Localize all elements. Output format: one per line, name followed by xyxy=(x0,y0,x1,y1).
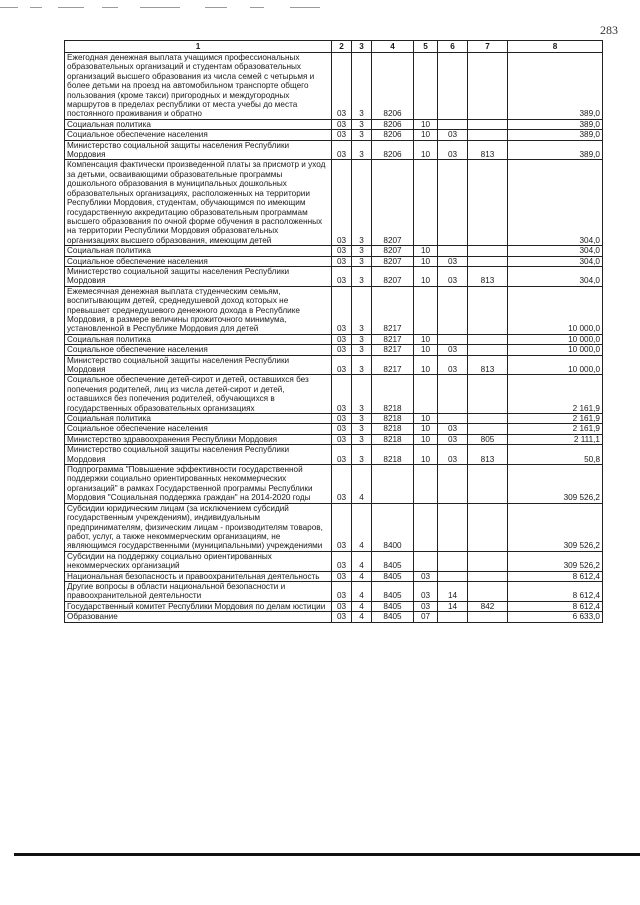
column-header: 5 xyxy=(414,41,438,53)
code-cell-2: 03 xyxy=(332,581,352,601)
column-header: 2 xyxy=(332,41,352,53)
table-row xyxy=(65,414,603,424)
table-row xyxy=(65,130,603,140)
code-cell-3: 3 xyxy=(352,434,372,444)
code-cell-6: 03 xyxy=(438,434,468,444)
code-cell-3: 3 xyxy=(352,424,372,434)
amount-cell: 10 000,0 xyxy=(508,286,603,334)
code-cell-6: 03 xyxy=(438,424,468,434)
code-cell-7 xyxy=(468,256,508,266)
code-cell-7 xyxy=(468,465,508,504)
table-row xyxy=(65,53,603,120)
code-cell-7 xyxy=(468,53,508,120)
code-cell-2: 03 xyxy=(332,465,352,504)
table-row xyxy=(65,465,603,504)
column-header: 8 xyxy=(508,41,603,53)
code-cell-6 xyxy=(438,286,468,334)
code-cell-7 xyxy=(468,334,508,344)
code-cell-6 xyxy=(438,465,468,504)
row-name-cell: Социальное обеспечение населения xyxy=(65,130,332,140)
row-name-cell: Министерство социальной защиты населения Республики Мордовия xyxy=(65,140,332,160)
code-cell-3: 3 xyxy=(352,160,372,246)
code-cell-7 xyxy=(468,119,508,129)
table-row xyxy=(65,266,603,286)
table-row xyxy=(65,160,603,246)
code-cell-5: 10 xyxy=(414,345,438,355)
code-cell-2: 03 xyxy=(332,414,352,424)
code-cell-6: 14 xyxy=(438,601,468,611)
amount-cell: 304,0 xyxy=(508,266,603,286)
table-body xyxy=(65,53,603,623)
amount-cell: 10 000,0 xyxy=(508,334,603,344)
code-cell-3: 3 xyxy=(352,256,372,266)
row-name-cell: Компенсация фактически произведенной платы за присмотр и уход за детьми, осваивающими образовательные программы дошкольного образования в муниципальных дошкольных образовательных организациях, расположенных на территории Республики Мордовия, студентам, обучающимся по имеющим государственную аккредитацию образовательным программам высшего образования по очной форме обучения в расположенных на территории Республики Мордовия образовательных организациях высшего образования, имеющим детей xyxy=(65,160,332,246)
code-cell-6: 03 xyxy=(438,355,468,375)
row-name-cell: Социальное обеспечение населения xyxy=(65,345,332,355)
row-name-cell: Образование xyxy=(65,612,332,622)
amount-cell: 50,8 xyxy=(508,445,603,465)
code-cell-5 xyxy=(414,286,438,334)
table-row xyxy=(65,503,603,551)
code-cell-6 xyxy=(438,503,468,551)
code-cell-7: 805 xyxy=(468,434,508,444)
code-cell-2: 03 xyxy=(332,601,352,611)
amount-cell: 8 612,4 xyxy=(508,601,603,611)
code-cell-2: 03 xyxy=(332,612,352,622)
code-cell-6 xyxy=(438,414,468,424)
code-cell-7 xyxy=(468,424,508,434)
code-cell-7: 842 xyxy=(468,601,508,611)
table-row xyxy=(65,345,603,355)
column-header: 6 xyxy=(438,41,468,53)
column-header: 1 xyxy=(65,41,332,53)
row-name-cell: Министерство социальной защиты населения Республики Мордовия xyxy=(65,355,332,375)
code-cell-6: 03 xyxy=(438,256,468,266)
table-row xyxy=(65,581,603,601)
code-cell-5: 10 xyxy=(414,130,438,140)
table-row xyxy=(65,375,603,414)
code-cell-4: 8405 xyxy=(372,601,414,611)
code-cell-7 xyxy=(468,414,508,424)
amount-cell: 2 161,9 xyxy=(508,414,603,424)
code-cell-6 xyxy=(438,119,468,129)
code-cell-4: 8207 xyxy=(372,256,414,266)
code-cell-2: 03 xyxy=(332,551,352,571)
code-cell-6 xyxy=(438,571,468,581)
amount-cell: 309 526,2 xyxy=(508,551,603,571)
row-name-cell: Социальная политика xyxy=(65,334,332,344)
table-row xyxy=(65,434,603,444)
row-name-cell: Подпрограмма "Повышение эффективности государственной поддержки социально ориентированных некоммерческих организаций" в рамках Государственной программы Республики Мордовия "Социальная поддержка граждан" на 2014-2020 годы xyxy=(65,465,332,504)
code-cell-5: 03 xyxy=(414,571,438,581)
code-cell-5: 03 xyxy=(414,581,438,601)
row-name-cell: Национальная безопасность и правоохранительная деятельность xyxy=(65,571,332,581)
table-row xyxy=(65,571,603,581)
row-name-cell: Социальная политика xyxy=(65,119,332,129)
code-cell-7 xyxy=(468,503,508,551)
code-cell-5: 10 xyxy=(414,445,438,465)
code-cell-4: 8405 xyxy=(372,571,414,581)
code-cell-4: 8218 xyxy=(372,375,414,414)
amount-cell: 2 111,1 xyxy=(508,434,603,444)
table-row xyxy=(65,334,603,344)
amount-cell: 10 000,0 xyxy=(508,345,603,355)
amount-cell: 8 612,4 xyxy=(508,571,603,581)
table-row xyxy=(65,256,603,266)
row-name-cell: Социальное обеспечение населения xyxy=(65,256,332,266)
code-cell-2: 03 xyxy=(332,355,352,375)
code-cell-2: 03 xyxy=(332,571,352,581)
code-cell-3: 3 xyxy=(352,119,372,129)
code-cell-4: 8206 xyxy=(372,130,414,140)
code-cell-7: 813 xyxy=(468,445,508,465)
code-cell-5: 10 xyxy=(414,119,438,129)
code-cell-7 xyxy=(468,345,508,355)
code-cell-6 xyxy=(438,246,468,256)
code-cell-5: 10 xyxy=(414,334,438,344)
row-name-cell: Субсидии юридическим лицам (за исключением субсидий государственным учреждениям), индивидуальным предпринимателям, физическим лицам - производителям товаров, работ, услуг, а также некоммерческим организациям, не являющимся государственными (муниципальными) учреждениями xyxy=(65,503,332,551)
code-cell-7 xyxy=(468,286,508,334)
code-cell-2: 03 xyxy=(332,266,352,286)
code-cell-6: 03 xyxy=(438,266,468,286)
code-cell-7 xyxy=(468,130,508,140)
code-cell-5: 10 xyxy=(414,140,438,160)
code-cell-4: 8207 xyxy=(372,246,414,256)
table-row xyxy=(65,355,603,375)
code-cell-4: 8405 xyxy=(372,551,414,571)
column-header: 3 xyxy=(352,41,372,53)
code-cell-2: 03 xyxy=(332,53,352,120)
code-cell-3: 3 xyxy=(352,266,372,286)
table-row xyxy=(65,140,603,160)
amount-cell: 2 161,9 xyxy=(508,424,603,434)
code-cell-7 xyxy=(468,246,508,256)
code-cell-5: 10 xyxy=(414,414,438,424)
code-cell-3: 4 xyxy=(352,581,372,601)
code-cell-7: 813 xyxy=(468,140,508,160)
code-cell-2: 03 xyxy=(332,286,352,334)
code-cell-3: 4 xyxy=(352,601,372,611)
row-name-cell: Министерство здравоохранения Республики Мордовия xyxy=(65,434,332,444)
row-name-cell: Другие вопросы в области национальной безопасности и правоохранительной деятельности xyxy=(65,581,332,601)
code-cell-7 xyxy=(468,375,508,414)
code-cell-2: 03 xyxy=(332,345,352,355)
code-cell-2: 03 xyxy=(332,334,352,344)
amount-cell: 304,0 xyxy=(508,160,603,246)
code-cell-4: 8400 xyxy=(372,503,414,551)
code-cell-4: 8206 xyxy=(372,53,414,120)
code-cell-6 xyxy=(438,375,468,414)
code-cell-3: 3 xyxy=(352,375,372,414)
row-name-cell: Субсидии на поддержку социально ориентированных некоммерческих организаций xyxy=(65,551,332,571)
code-cell-2: 03 xyxy=(332,119,352,129)
table-row xyxy=(65,424,603,434)
code-cell-3: 4 xyxy=(352,503,372,551)
code-cell-7 xyxy=(468,551,508,571)
amount-cell: 304,0 xyxy=(508,256,603,266)
table-header-row xyxy=(65,41,603,53)
code-cell-7 xyxy=(468,581,508,601)
column-header: 4 xyxy=(372,41,414,53)
code-cell-3: 3 xyxy=(352,140,372,160)
page-number: 283 xyxy=(600,23,618,37)
row-name-cell: Социальное обеспечение населения xyxy=(65,424,332,434)
code-cell-3: 3 xyxy=(352,246,372,256)
row-name-cell: Ежегодная денежная выплата учащимся профессиональных образовательных организаций и студентам образовательных организаций высшего образования из числа семей с четырьмя и более детьми на проезд на автомобильном транспорте общего пользования (кроме такси) пригородных и междугородных маршрутов в пределах республики от места учебы до места постоянного проживания и обратно xyxy=(65,53,332,120)
amount-cell: 389,0 xyxy=(508,140,603,160)
code-cell-5: 10 xyxy=(414,355,438,375)
code-cell-3: 3 xyxy=(352,445,372,465)
amount-cell: 389,0 xyxy=(508,119,603,129)
amount-cell: 10 000,0 xyxy=(508,355,603,375)
table-row xyxy=(65,551,603,571)
code-cell-2: 03 xyxy=(332,503,352,551)
table-row xyxy=(65,286,603,334)
code-cell-3: 3 xyxy=(352,345,372,355)
code-cell-5 xyxy=(414,465,438,504)
code-cell-3: 3 xyxy=(352,130,372,140)
code-cell-6 xyxy=(438,551,468,571)
code-cell-3: 3 xyxy=(352,414,372,424)
code-cell-6: 03 xyxy=(438,345,468,355)
code-cell-5: 03 xyxy=(414,601,438,611)
code-cell-3: 3 xyxy=(352,286,372,334)
table-row xyxy=(65,119,603,129)
code-cell-2: 03 xyxy=(332,246,352,256)
code-cell-2: 03 xyxy=(332,130,352,140)
code-cell-2: 03 xyxy=(332,424,352,434)
code-cell-6: 03 xyxy=(438,140,468,160)
code-cell-6 xyxy=(438,334,468,344)
code-cell-4: 8217 xyxy=(372,345,414,355)
code-cell-3: 4 xyxy=(352,551,372,571)
code-cell-4 xyxy=(372,465,414,504)
code-cell-4: 8206 xyxy=(372,140,414,160)
code-cell-3: 3 xyxy=(352,355,372,375)
amount-cell: 389,0 xyxy=(508,53,603,120)
code-cell-5 xyxy=(414,503,438,551)
code-cell-4: 8217 xyxy=(372,286,414,334)
table-row xyxy=(65,246,603,256)
code-cell-6: 03 xyxy=(438,445,468,465)
code-cell-3: 4 xyxy=(352,612,372,622)
code-cell-6 xyxy=(438,612,468,622)
code-cell-7 xyxy=(468,612,508,622)
code-cell-7: 813 xyxy=(468,355,508,375)
code-cell-6: 14 xyxy=(438,581,468,601)
code-cell-3: 3 xyxy=(352,53,372,120)
amount-cell: 304,0 xyxy=(508,246,603,256)
code-cell-6: 03 xyxy=(438,130,468,140)
code-cell-2: 03 xyxy=(332,160,352,246)
scan-artifact-top xyxy=(0,0,640,14)
code-cell-7 xyxy=(468,571,508,581)
code-cell-5: 10 xyxy=(414,266,438,286)
row-name-cell: Государственный комитет Республики Мордовия по делам юстиции xyxy=(65,601,332,611)
code-cell-5: 10 xyxy=(414,246,438,256)
code-cell-4: 8217 xyxy=(372,355,414,375)
code-cell-5: 10 xyxy=(414,434,438,444)
code-cell-4: 8405 xyxy=(372,581,414,601)
code-cell-4: 8207 xyxy=(372,160,414,246)
column-header: 7 xyxy=(468,41,508,53)
code-cell-3: 3 xyxy=(352,334,372,344)
code-cell-7 xyxy=(468,160,508,246)
code-cell-4: 8405 xyxy=(372,612,414,622)
code-cell-4: 8218 xyxy=(372,414,414,424)
code-cell-7: 813 xyxy=(468,266,508,286)
amount-cell: 6 633,0 xyxy=(508,612,603,622)
scan-bottom-rule xyxy=(14,853,640,856)
code-cell-5 xyxy=(414,53,438,120)
row-name-cell: Социальное обеспечение детей-сирот и детей, оставшихся без попечения родителей, лиц из числа детей-сирот и детей, оставшихся без попечения родителей, обучающихся в государственных образовательных организациях xyxy=(65,375,332,414)
code-cell-6 xyxy=(438,53,468,120)
code-cell-2: 03 xyxy=(332,434,352,444)
amount-cell: 8 612,4 xyxy=(508,581,603,601)
row-name-cell: Ежемесячная денежная выплата студенческим семьям, воспитывающим детей, среднедушевой доход которых не превышает среднедушевого денежного дохода в Республике Мордовия, в размере величины прожиточного минимума, установленной в Республике Мордовия для детей xyxy=(65,286,332,334)
code-cell-2: 03 xyxy=(332,445,352,465)
code-cell-5: 10 xyxy=(414,256,438,266)
code-cell-2: 03 xyxy=(332,140,352,160)
amount-cell: 309 526,2 xyxy=(508,503,603,551)
table-row xyxy=(65,612,603,622)
code-cell-4: 8218 xyxy=(372,445,414,465)
table-row xyxy=(65,445,603,465)
code-cell-4: 8206 xyxy=(372,119,414,129)
row-name-cell: Министерство социальной защиты населения Республики Мордовия xyxy=(65,266,332,286)
code-cell-5 xyxy=(414,551,438,571)
code-cell-4: 8218 xyxy=(372,434,414,444)
row-name-cell: Министерство социальной защиты населения Республики Мордовия xyxy=(65,445,332,465)
code-cell-5: 07 xyxy=(414,612,438,622)
code-cell-2: 03 xyxy=(332,375,352,414)
code-cell-2: 03 xyxy=(332,256,352,266)
code-cell-3: 4 xyxy=(352,465,372,504)
code-cell-4: 8207 xyxy=(372,266,414,286)
code-cell-3: 4 xyxy=(352,571,372,581)
row-name-cell: Социальная политика xyxy=(65,414,332,424)
code-cell-5 xyxy=(414,375,438,414)
budget-table xyxy=(64,40,603,623)
code-cell-4: 8217 xyxy=(372,334,414,344)
code-cell-6 xyxy=(438,160,468,246)
code-cell-5: 10 xyxy=(414,424,438,434)
row-name-cell: Социальная политика xyxy=(65,246,332,256)
amount-cell: 309 526,2 xyxy=(508,465,603,504)
amount-cell: 389,0 xyxy=(508,130,603,140)
code-cell-5 xyxy=(414,160,438,246)
code-cell-4: 8218 xyxy=(372,424,414,434)
amount-cell: 2 161,9 xyxy=(508,375,603,414)
table-row xyxy=(65,601,603,611)
